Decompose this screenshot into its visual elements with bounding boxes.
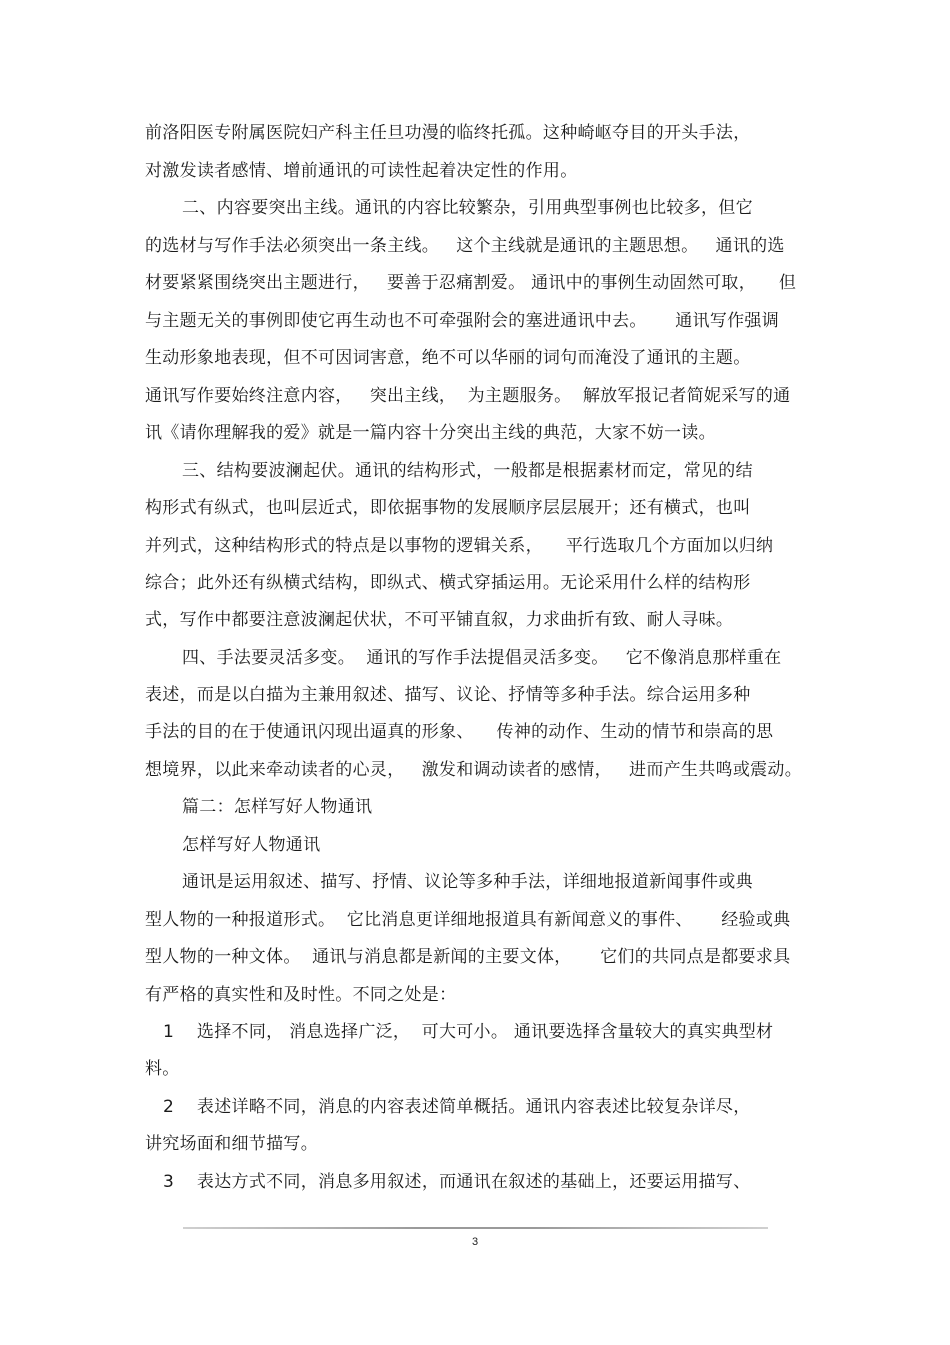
list-item: 1 选择不同， 消息选择广泛， 可大可小。 通讯要选择含量较大的真实典型材 [163, 1022, 774, 1042]
article-title: 怎样写好人物通讯 [182, 835, 321, 855]
text-line: 生动形象地表现，但不可因词害意，绝不可以华丽的词句而淹没了通讯的主题。 [145, 348, 751, 368]
text-line: 讲究场面和细节描写。 [145, 1134, 318, 1154]
text-line: 的选材与写作手法必须突出一条主线。 这个主线就是通讯的主题思想。 通讯的选 [145, 236, 785, 256]
text-line: 对激发读者感情、增前通讯的可读性起着决定性的作用。 [145, 161, 578, 181]
text-line: 手法的目的在于使通讯闪现出逼真的形象、 传神的动作、生动的情节和崇高的思 [145, 722, 774, 742]
text-line: 材要紧紧围绕突出主题进行， 要善于忍痛割爱。 通讯中的事例生动固然可取， 但 [145, 273, 797, 293]
text-line: 前洛阳医专附属医院妇产科主任旦功漫的临终托孤。这种崎岖夺目的开头手法， [145, 123, 751, 143]
text-line: 并列式，这种结构形式的特点是以事物的逻辑关系， 平行选取几个方面加以归纳 [145, 536, 774, 556]
text-line: 型人物的一种报道形式。 它比消息更详细地报道具有新闻意义的事件、 经验或典 [145, 910, 791, 930]
text-line: 有严格的真实性和及时性。不同之处是： [145, 985, 457, 1005]
text-line: 综合；此外还有纵横式结构，即纵式、横式穿插运用。无论采用什么样的结构形 [145, 573, 751, 593]
text-line: 表述，而是以白描为主兼用叙述、描写、议论、抒情等多种手法。综合运用多种 [145, 685, 751, 705]
text-line: 型人物的一种文体。 通讯与消息都是新闻的主要文体， 它们的共同点是都要求具 [145, 947, 791, 967]
footer-divider [183, 1227, 768, 1229]
page-number: 3 [471, 1236, 479, 1248]
text-line: 想境界，以此来牵动读者的心灵， 激发和调动读者的感情， 进而产生共鸣或震动。 [145, 760, 803, 780]
text-line: 与主题无关的事例即使它再生动也不可牵强附会的塞进通讯中去。 通讯写作强调 [145, 311, 780, 331]
text-line: 讯《请你理解我的爱》就是一篇内容十分突出主线的典范，大家不妨一读。 [145, 423, 716, 443]
text-line: 构形式有纵式，也叫层近式，即依据事物的发展顺序层层展开；还有横式，也叫 [145, 498, 751, 518]
text-line: 四、手法要灵活多变。 通讯的写作手法提倡灵活多变。 它不像消息那样重在 [182, 648, 782, 668]
list-item: 3 表达方式不同，消息多用叙述，而通讯在叙述的基础上，还要运用描写、 [163, 1172, 751, 1192]
section-heading: 篇二：怎样写好人物通讯 [182, 797, 373, 817]
text-line: 料。 [145, 1059, 180, 1079]
text-line: 式，写作中都要注意波澜起伏状，不可平铺直叙，力求曲折有致、耐人寻味。 [145, 610, 734, 630]
text-line: 通讯是运用叙述、描写、抒情、议论等多种手法，详细地报道新闻事件或典 [182, 872, 753, 892]
list-item: 2 表述详略不同，消息的内容表述简单概括。通讯内容表述比较复杂详尽， [163, 1097, 751, 1117]
text-line: 三、结构要波澜起伏。通讯的结构形式，一般都是根据素材而定，常见的结 [182, 461, 753, 481]
text-line: 通讯写作要始终注意内容， 突出主线， 为主题服务。 解放军报记者简妮采写的通 [145, 386, 791, 406]
text-line: 二、内容要突出主线。通讯的内容比较繁杂，引用典型事例也比较多，但它 [182, 198, 753, 218]
